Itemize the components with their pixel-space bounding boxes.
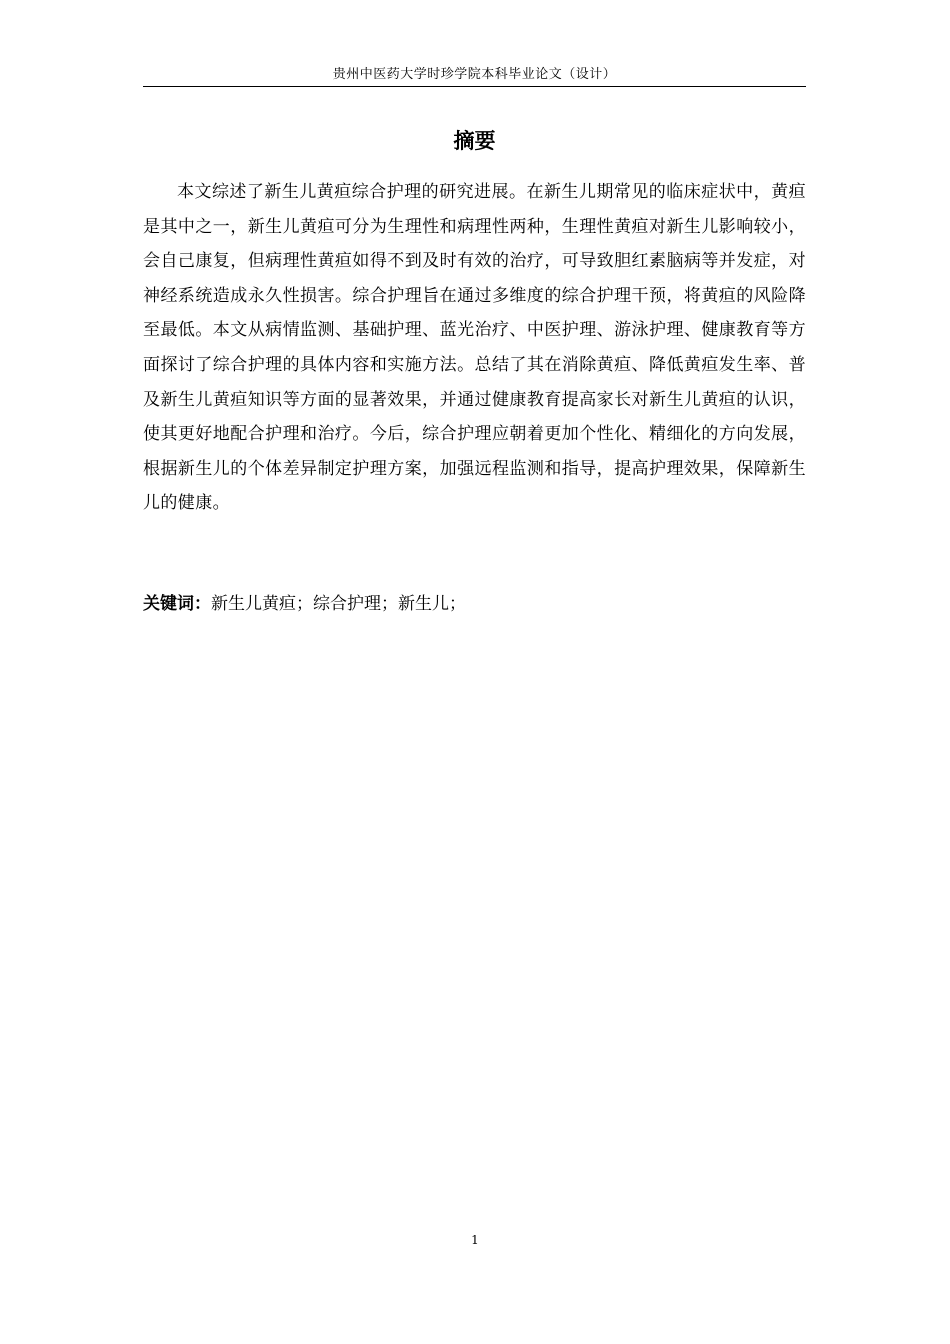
header-rule [143,86,806,87]
keywords-text: 新生儿黄疸；综合护理；新生儿； [211,594,466,614]
keywords-line [143,589,806,619]
page-number: 1 [471,1233,479,1247]
abstract-body: 本文综述了新生儿黄疸综合护理的研究进展。在新生儿期常见的临床症状中，黄疸是其中之一，新生儿黄疸可分为生理性和病理性两种，生理性黄疸对新生儿影响较小，会自己康复，但病理性黄疸如得不到及时有效的治疗，可导致胆红素脑病等并发症，对神经系统造成永久性损害。综合护理旨在通过多维度的综合护理干预，将黄疸的风险降至最低。本文从病情监测、基础护理、蓝光治疗、中医护理、游泳护理、健康教育等方面探讨了综合护理的具体内容和实施方法。总结了其在消除黄疸、降低黄疸发生率、普及新生儿黄疸知识等方面的显著效果，并通过健康教育提高家长对新生儿黄疸的认识，使其更好地配合护理和治疗。今后，综合护理应朝着更加个性化、精细化的方向发展，根据新生儿的个体差异制定护理方案，加强远程监测和指导，提高护理效果，保障新生儿的健康。 [143,182,806,514]
abstract-title: 摘要 [453,129,496,153]
running-header: 贵州中医药大学时珍学院本科毕业论文（设计） [332,67,617,82]
keywords-label: 关键词： [143,594,211,614]
